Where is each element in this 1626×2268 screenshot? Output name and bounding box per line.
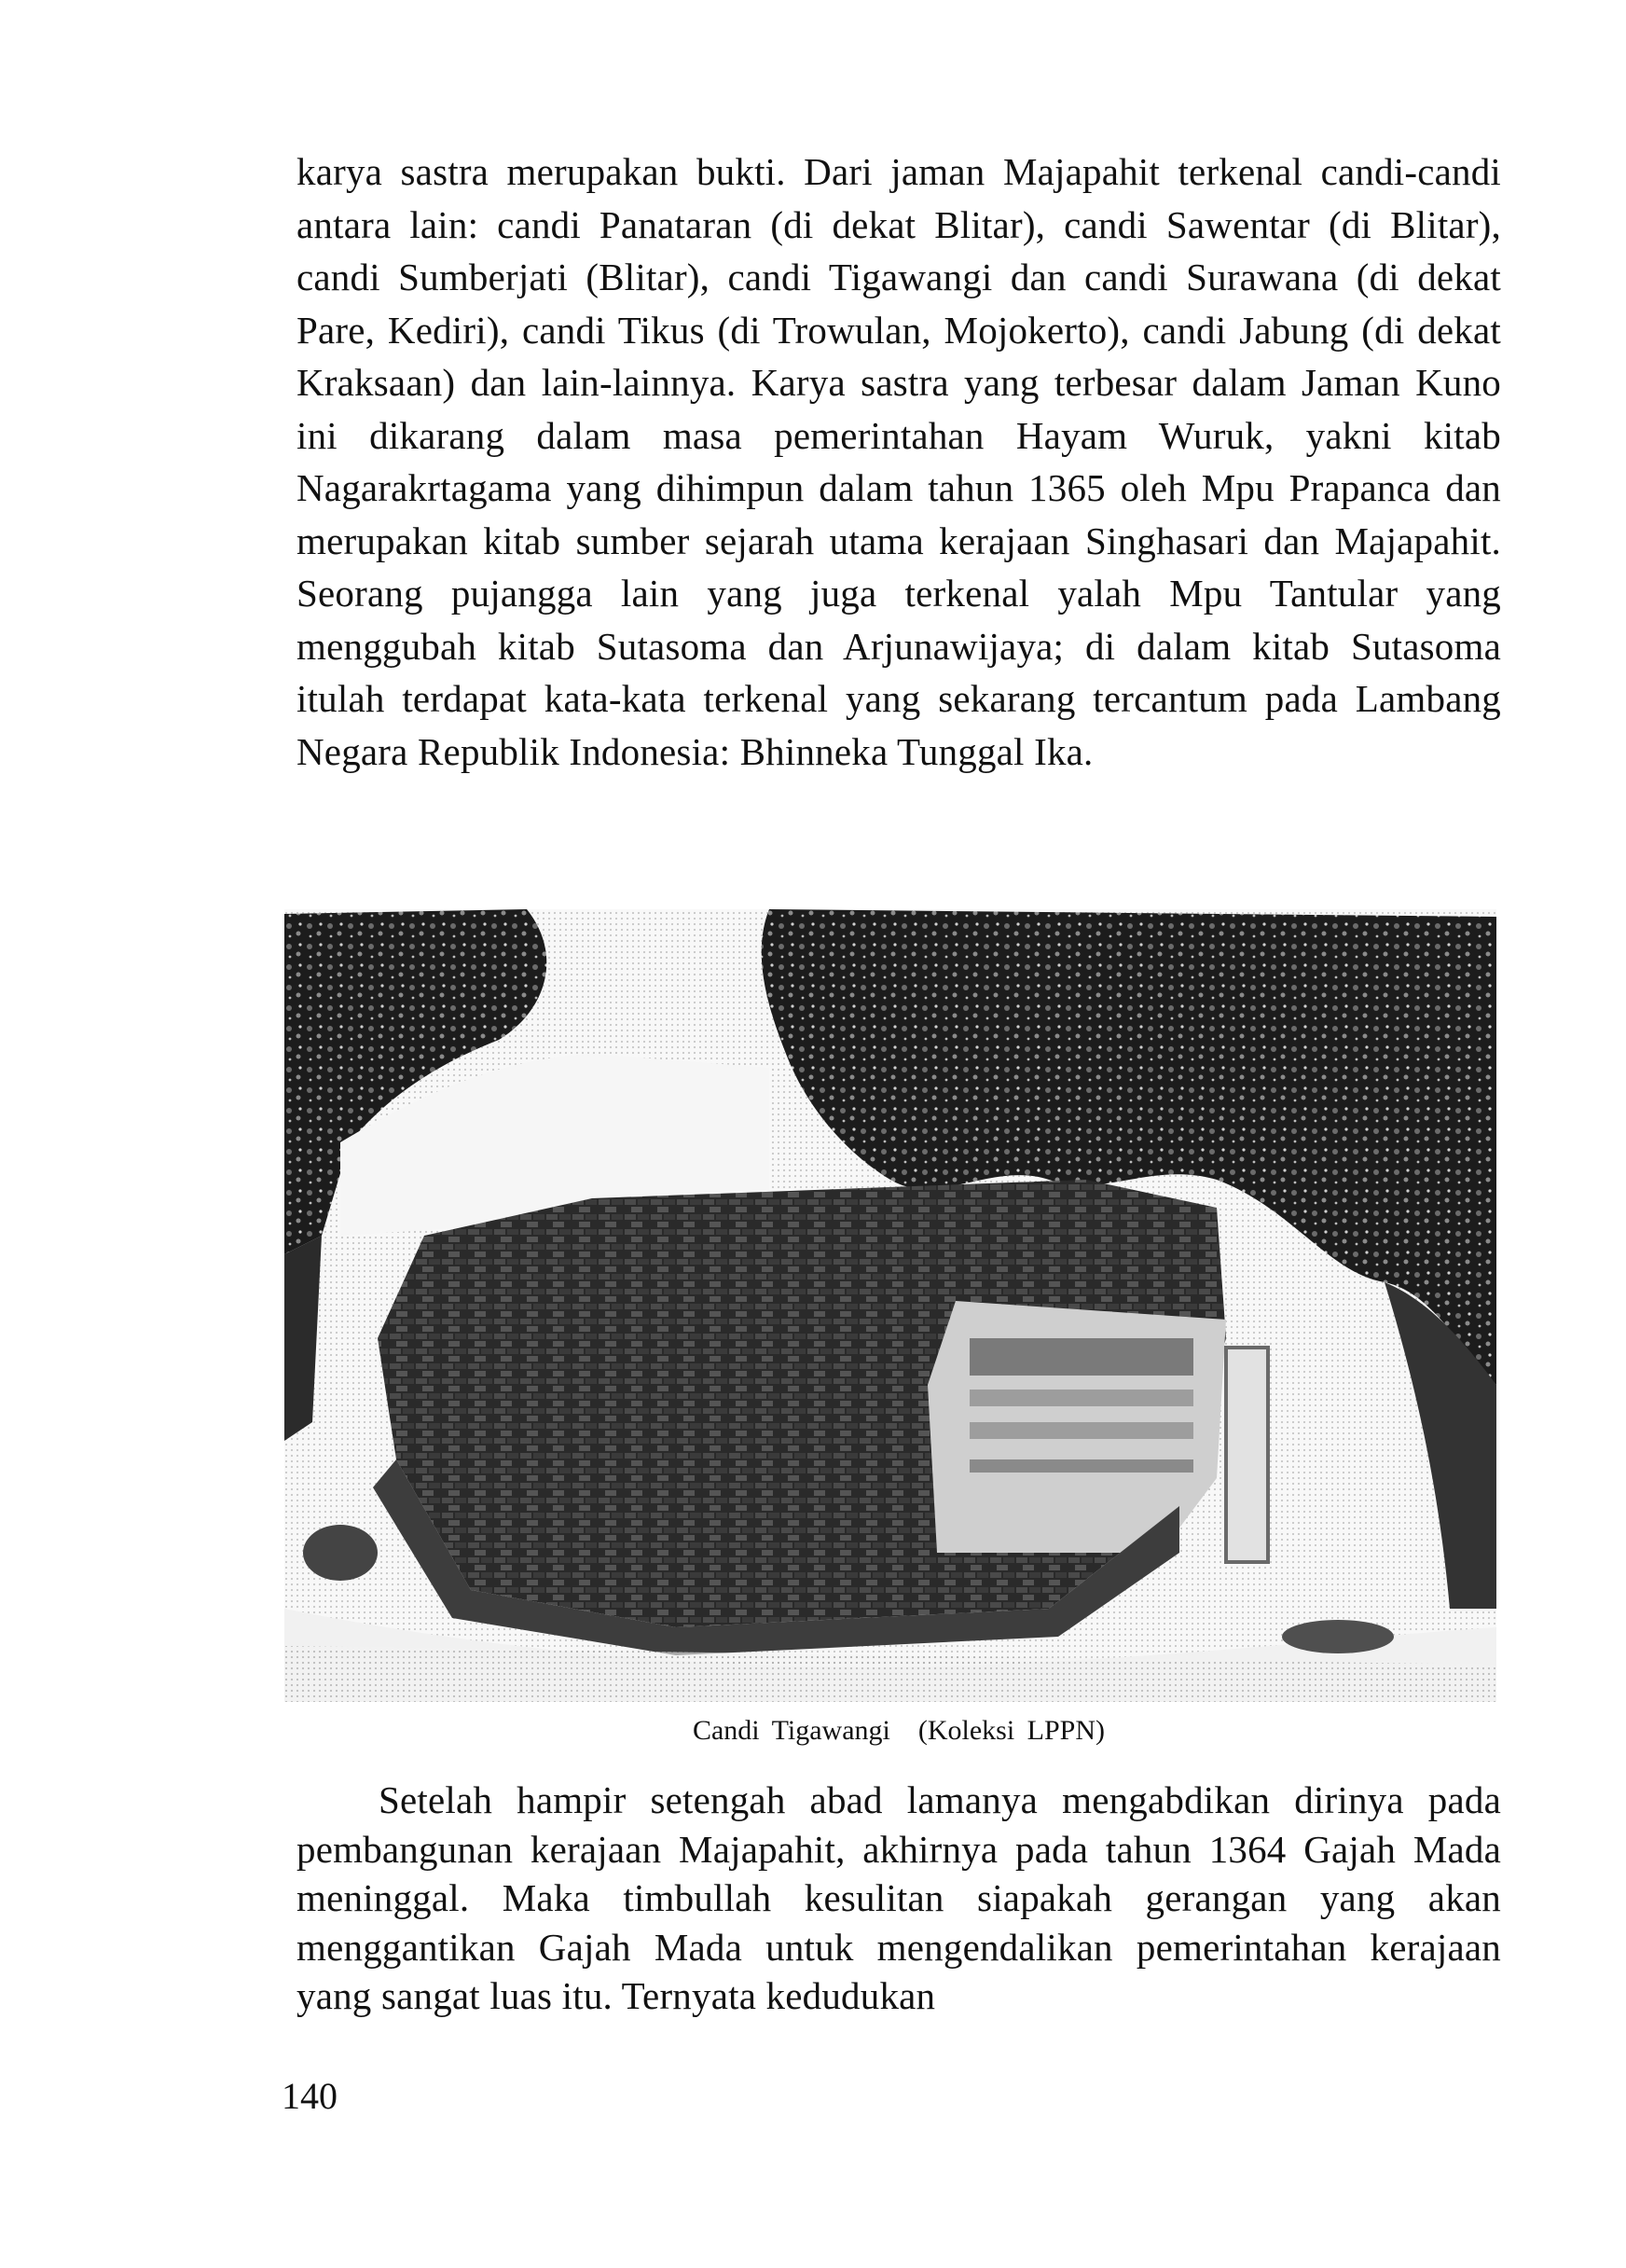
paragraph-top: karya sastra merupakan bukti. Dari jaman Majapahit terkenal candi-candi antara lain: candi Panataran (di dekat Blitar), candi Sawentar (di Blitar), candi Sumberjati (Blitar), candi Tigawangi dan candi Surawana (di dekat Pare, Kediri), candi Tikus (di Trowulan, Mojokerto), candi Jabung (di dekat Kraksaan) dan lain-lainnya. Karya sastra yang terbesar dalam Jaman Kuno ini dikarang dalam masa pemerintahan Hayam Wuruk, yakni kitab Nagarakrtagama yang dihimpun dalam tahun 1365 oleh Mpu Prapanca dan merupakan kitab sumber sejarah utama kerajaan Singhasari dan Majapahit. Seorang pujangga lain yang juga terkenal yalah Mpu Tantular yang menggubah kitab Sutasoma dan Arjunawijaya; di dalam kitab Sutasoma itulah terdapat kata-kata terkenal yang sekarang tercantum pada Lambang Negara Republik Indonesia: Bhinneka Tunggal Ika.: [296, 150, 1501, 773]
figure-photo-candi-tigawangi: [284, 900, 1496, 1702]
caption-source: (Koleksi LPPN): [917, 1715, 1106, 1746]
caption-title: Candi Tigawangi: [692, 1715, 890, 1746]
page-number: 140: [282, 2075, 338, 2117]
temple-photo-illustration: [284, 900, 1496, 1702]
paragraph-bottom: Setelah hampir setengah abad lamanya mengabdikan dirinya pada pembangunan kerajaan Majapahit, akhirnya pada tahun 1364 Gajah Mada meninggal. Maka timbullah kesulitan siapakah gerangan yang akan menggantikan Gajah Mada untuk mengendalikan pemerintahan kerajaan yang sangat luas itu. Ternyata kedudukan: [296, 1778, 1501, 2017]
figure-caption: [296, 1714, 1501, 1748]
